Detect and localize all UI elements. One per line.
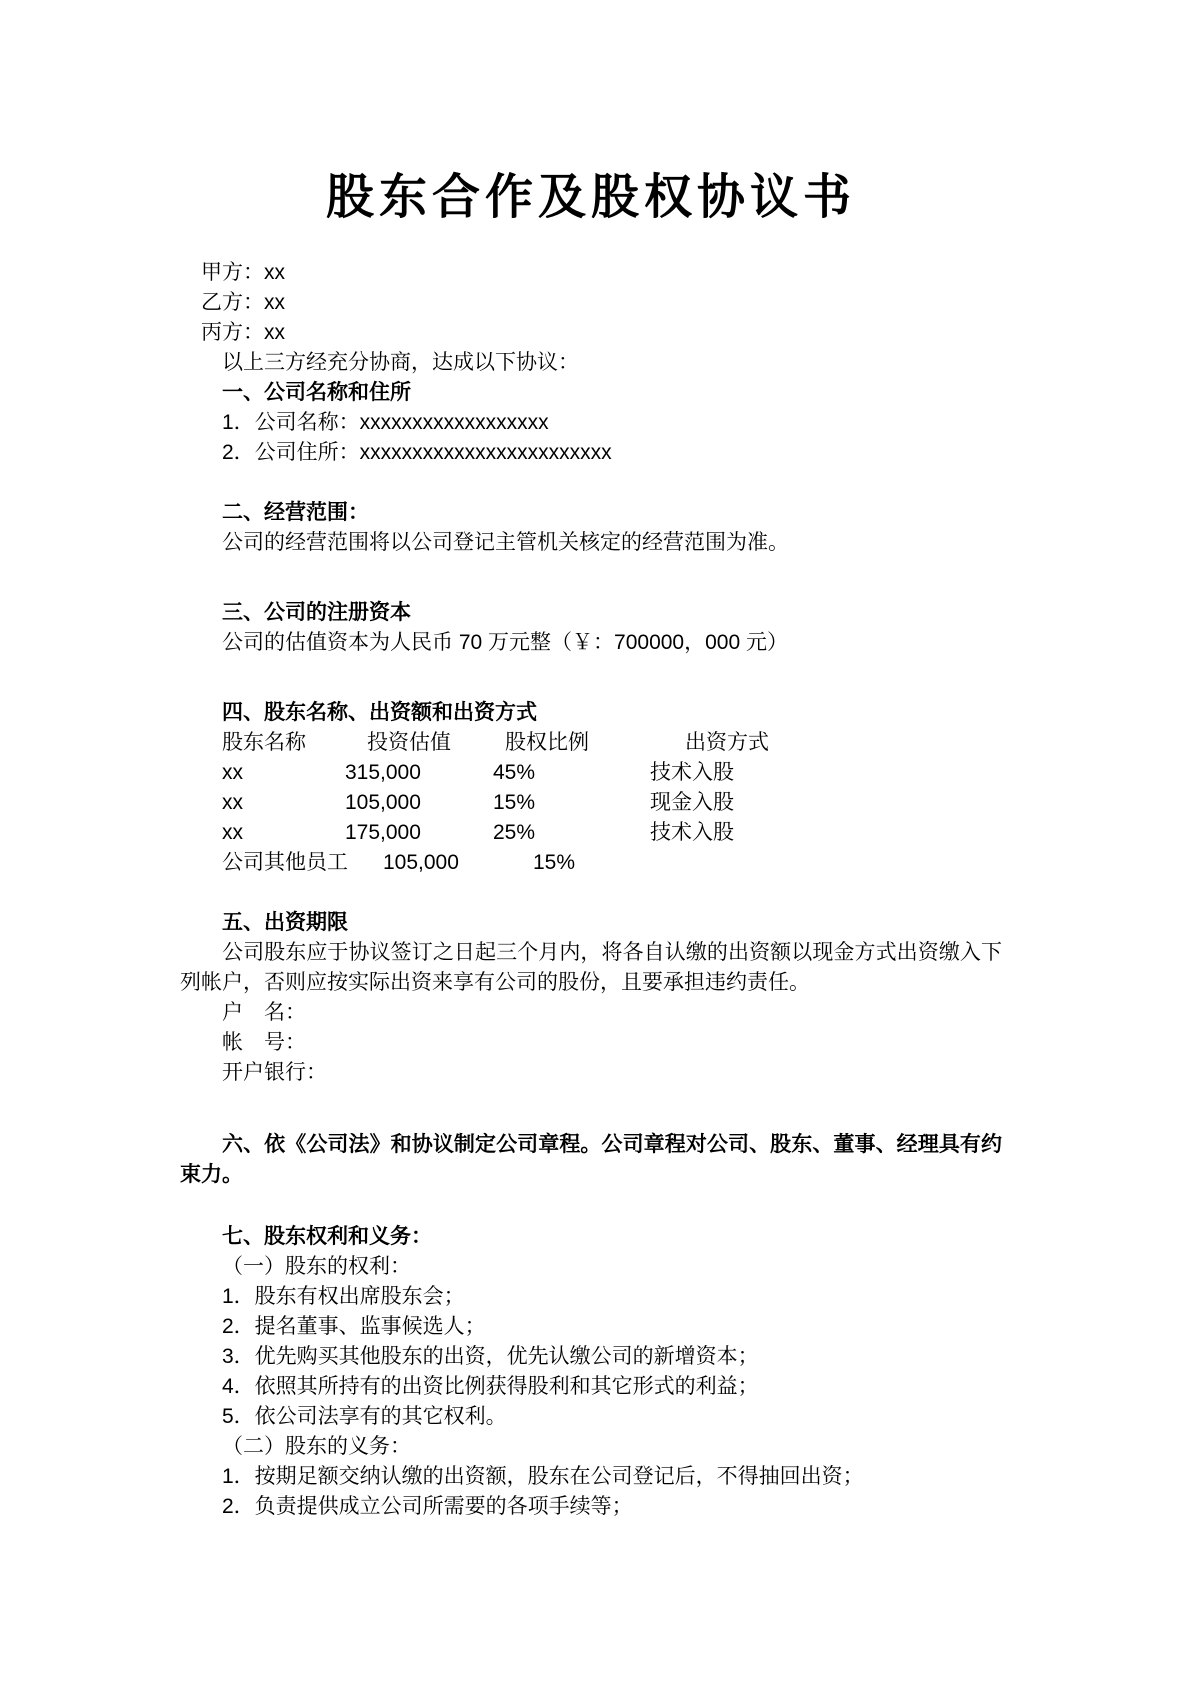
table-cell-method: 技术入股 (650, 821, 734, 844)
table-cell-ratio: 25% (493, 821, 536, 844)
party-c-line: 丙方：xx (201, 321, 285, 344)
account-number-line: 帐 号： (222, 1031, 306, 1054)
section1-item-company-address: 2．公司住所：xxxxxxxxxxxxxxxxxxxxxxxx (222, 441, 612, 464)
right-item-1: 1．股东有权出席股东会； (222, 1285, 465, 1308)
table-cell-method: 技术入股 (650, 761, 734, 784)
duty-item-2: 2．负责提供成立公司所需要的各项手续等； (222, 1495, 633, 1518)
table-header-row (180, 728, 1002, 758)
table-row (180, 848, 1002, 878)
table-cell-ratio: 15% (533, 851, 576, 874)
table-cell-valuation: 175,000 (345, 821, 421, 844)
party-a-line: 甲方：xx (201, 261, 285, 284)
section3-heading: 三、公司的注册资本 (222, 601, 411, 624)
right-item-2: 2．提名董事、监事候选人； (222, 1315, 486, 1338)
document-title: 股东合作及股权协议书 (325, 171, 856, 224)
preamble: 以上三方经充分协商，达成以下协议： (222, 351, 579, 374)
duties-subheading: （二）股东的义务： (222, 1435, 411, 1458)
table-header-contribution-method: 出资方式 (685, 731, 769, 754)
table-row (180, 758, 1002, 788)
table-cell-ratio: 45% (493, 761, 536, 784)
table-cell-name: 公司其他员工 (222, 851, 348, 874)
table-cell-valuation: 105,000 (345, 791, 421, 814)
shareholders-table (180, 728, 1002, 878)
section5-body: 公司股东应于协议签订之日起三个月内，将各自认缴的出资额以现金方式出资缴入下列帐户，否则应按实际出资来享有公司的股份，且要承担违约责任。 (180, 941, 1002, 994)
table-row (180, 818, 1002, 848)
section5-heading: 五、出资期限 (222, 911, 348, 934)
section1-item-company-name: 1．公司名称：xxxxxxxxxxxxxxxxxx (222, 411, 549, 434)
party-b-line: 乙方：xx (201, 291, 285, 314)
section2-body: 公司的经营范围将以公司登记主管机关核定的经营范围为准。 (222, 531, 789, 554)
section4-heading: 四、股东名称、出资额和出资方式 (222, 701, 537, 724)
table-header-shareholder: 股东名称 (222, 731, 306, 754)
table-cell-name: xx (222, 761, 243, 784)
right-item-3: 3．优先购买其他股东的出资，优先认缴公司的新增资本； (222, 1345, 759, 1368)
table-cell-name: xx (222, 821, 243, 844)
right-item-5: 5．依公司法享有的其它权利。 (222, 1405, 507, 1428)
section7-heading: 七、股东权利和义务： (222, 1225, 432, 1248)
table-cell-valuation: 105,000 (383, 851, 459, 874)
duty-item-1: 1．按期足额交纳认缴的出资额，股东在公司登记后，不得抽回出资； (222, 1465, 864, 1488)
section2-heading: 二、经营范围： (222, 501, 369, 524)
section3-body: 公司的估值资本为人民币 70 万元整（￥：700000，000 元） (222, 631, 788, 654)
rights-subheading: （一）股东的权利： (222, 1255, 411, 1278)
table-cell-name: xx (222, 791, 243, 814)
account-name-line: 户 名： (222, 1001, 306, 1024)
right-item-4: 4．依照其所持有的出资比例获得股利和其它形式的利益； (222, 1375, 759, 1398)
section6-heading: 六、依《公司法》和协议制定公司章程。公司章程对公司、股东、董事、经理具有约束力。 (180, 1133, 1002, 1186)
table-row (180, 788, 1002, 818)
bank-line: 开户银行： (222, 1061, 327, 1084)
document-content (180, 0, 1002, 1522)
table-header-valuation: 投资估值 (367, 731, 451, 754)
table-cell-ratio: 15% (493, 791, 536, 814)
table-cell-method: 现金入股 (650, 791, 734, 814)
table-header-equity-ratio: 股权比例 (505, 731, 589, 754)
table-cell-valuation: 315,000 (345, 761, 421, 784)
section1-heading: 一、公司名称和住所 (222, 381, 411, 404)
